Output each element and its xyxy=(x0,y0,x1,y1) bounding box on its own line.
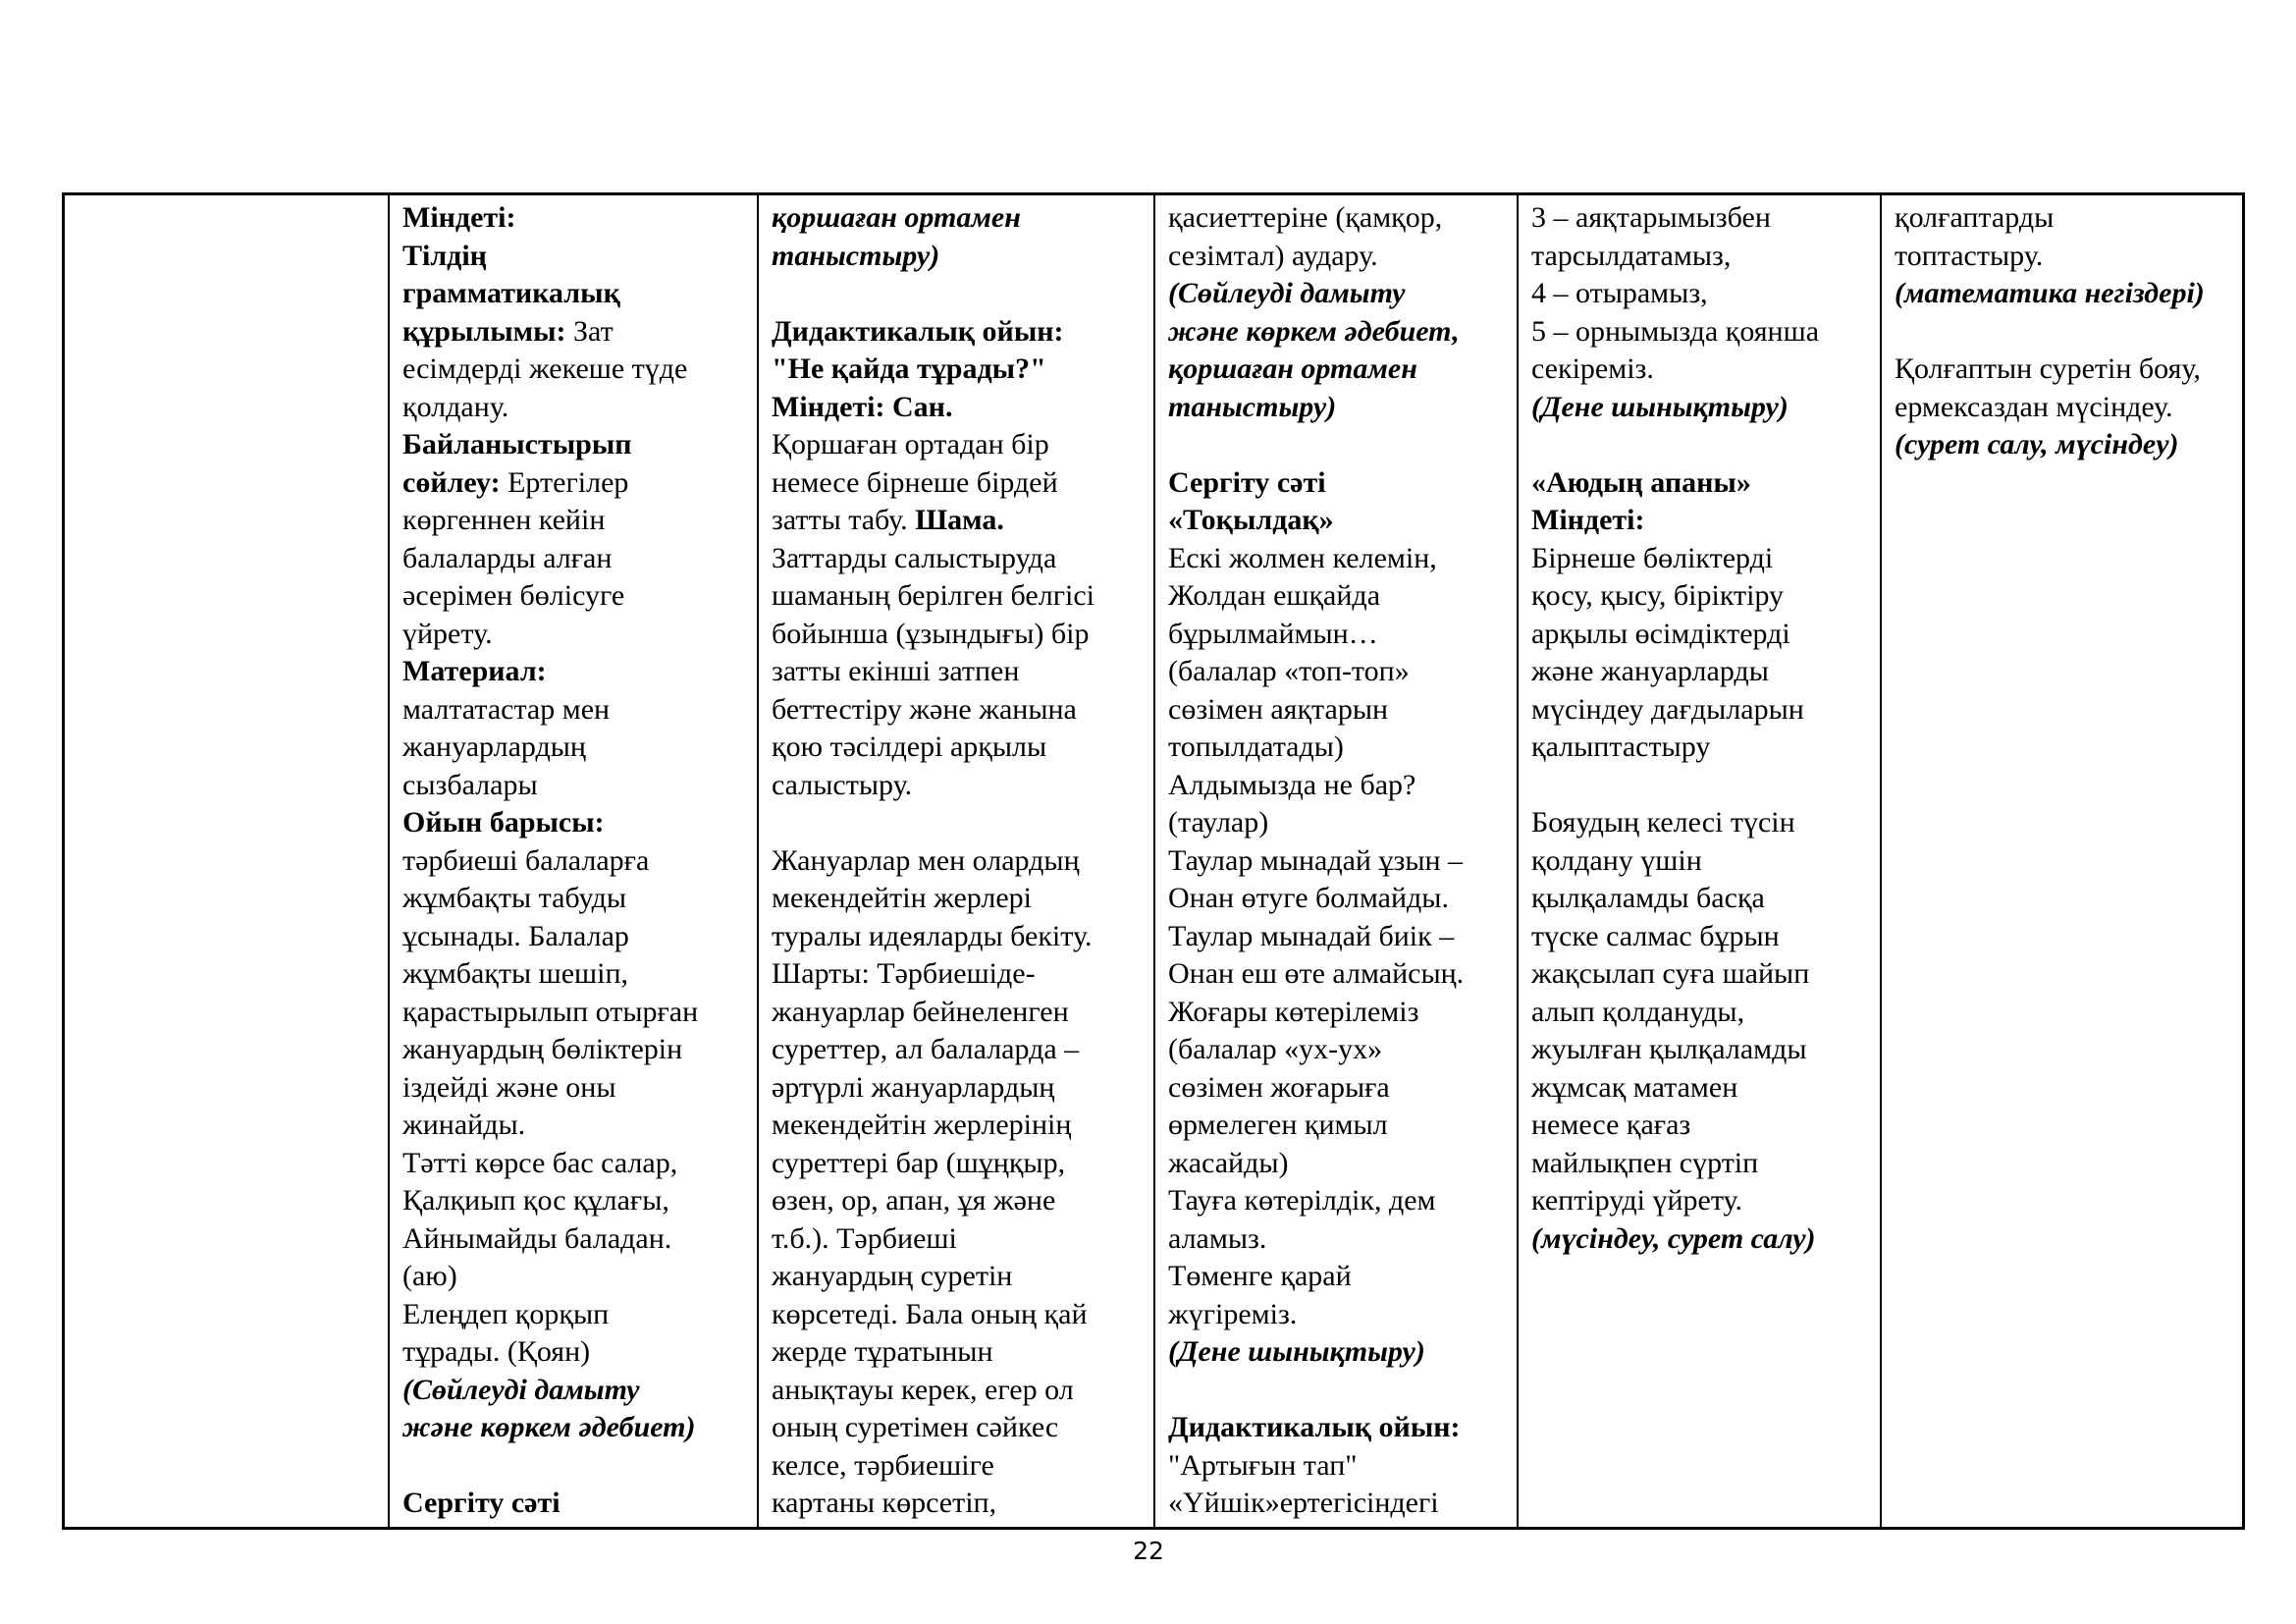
cell-content xyxy=(402,199,753,1523)
text-line: "Артығын тап" xyxy=(1168,1448,1358,1482)
text-line: Бояудың келесі түсін xyxy=(1531,806,1795,839)
text-line: Міндеті: xyxy=(402,201,516,234)
table-column-3 xyxy=(759,195,1155,1527)
text-line: Байланыстырып xyxy=(402,428,632,460)
text-line: Ескі жолмен келемін, xyxy=(1168,541,1437,574)
text-line: Міндеті: Сан. xyxy=(772,390,953,423)
text-segment: Зат xyxy=(565,314,614,348)
text-line: топтастыру. xyxy=(1895,239,2044,272)
table-column-1 xyxy=(65,195,390,1527)
text-line: қолғаптарды xyxy=(1895,201,2055,234)
text-line: Қалқиып қос құлағы, xyxy=(402,1184,669,1217)
text-line: жуылған қылқаламды xyxy=(1531,1033,1807,1065)
text-line: тұрады. (Қоян) xyxy=(402,1335,591,1368)
text-line: Заттарды салыстыруда xyxy=(772,541,1057,574)
text-line xyxy=(402,1447,753,1486)
text-line: қолдану. xyxy=(402,390,509,423)
cell-content xyxy=(1531,199,1876,1258)
text-line: үйрету. xyxy=(402,617,493,650)
text-line: көрсетеді. Бала оның қай xyxy=(772,1297,1088,1330)
text-line: 3 – аяқтарымызбен xyxy=(1531,201,1771,234)
text-line: көргеннен кейін xyxy=(402,504,606,536)
cell-content xyxy=(1168,199,1513,1523)
text-line: (таулар) xyxy=(1168,806,1269,839)
text-line: (балалар «ух-ух» xyxy=(1168,1033,1383,1065)
table-column-5 xyxy=(1519,195,1882,1527)
text-line: (сурет салу, мүсіндеу) xyxy=(1895,428,2179,460)
text-line: келсе, тәрбиешіге xyxy=(772,1448,994,1482)
text-line: Алдымызда не бар? xyxy=(1168,768,1416,801)
text-line: жүгіреміз. xyxy=(1168,1297,1298,1330)
text-line: Дидактикалық ойын: xyxy=(1168,1411,1461,1443)
text-line: «Тоқылдақ» xyxy=(1168,504,1334,536)
text-line: аламыз. xyxy=(1168,1221,1267,1255)
text-segment: Ертегілер xyxy=(500,465,629,499)
text-line: Қоршаған ортадан бір xyxy=(772,428,1049,460)
text-line: қалыптастыру xyxy=(1531,731,1711,763)
text-line: жинайды. xyxy=(402,1109,526,1141)
text-line: шаманың берілген белгісі xyxy=(772,579,1095,612)
text-line: 5 – орнымызда қоянша xyxy=(1531,314,1820,348)
text-line: іздейді және оны xyxy=(402,1070,616,1104)
text-line: қоршаған ортамен xyxy=(772,201,1021,234)
text-line: «Үйшік»ертегісіндегі xyxy=(1168,1487,1439,1519)
text-line: қолдану үшін xyxy=(1531,843,1702,877)
text-line xyxy=(772,804,1149,842)
text-line: (математика негіздері) xyxy=(1895,277,2205,309)
table-column-2 xyxy=(390,195,759,1527)
text-line: жұмсақ матамен xyxy=(1531,1070,1738,1104)
text-line: жұмбақты шешіп, xyxy=(402,957,629,990)
text-line: Қолғаптын суретін бояу, xyxy=(1895,352,2201,385)
text-line: (балалар «топ-топ» xyxy=(1168,655,1410,687)
text-line: беттестіру және жанына xyxy=(772,692,1077,726)
text-line: Таулар мынадай ұзын – xyxy=(1168,843,1464,877)
text-line: өрмелеген қимыл xyxy=(1168,1109,1388,1141)
text-line: Жануарлар мен олардың xyxy=(772,843,1080,877)
text-line: ермексаздан мүсіндеу. xyxy=(1895,390,2173,423)
text-line xyxy=(402,464,753,503)
text-line: алып қолдануды, xyxy=(1531,995,1745,1028)
text-line: (Сөйлеуді дамыту xyxy=(402,1373,640,1406)
text-line: немесе бірнеше бірдей xyxy=(772,465,1058,499)
table-column-6 xyxy=(1882,195,2242,1527)
text-line: жануарлардың xyxy=(402,731,586,763)
text-line: оның суретімен сәйкес xyxy=(772,1411,1059,1443)
text-line: картаны көрсетіп, xyxy=(772,1487,997,1519)
text-line: өзен, ор, апан, ұя және xyxy=(772,1184,1056,1217)
text-line: ұсынады. Балалар xyxy=(402,919,629,952)
text-line: жасайды) xyxy=(1168,1146,1289,1179)
text-line: Тілдің xyxy=(402,239,487,272)
text-line: грамматикалық xyxy=(402,277,620,309)
text-line: және көркем әдебиет) xyxy=(402,1411,696,1443)
text-line: сөзімен аяқтарын xyxy=(1168,692,1389,726)
schedule-table xyxy=(62,192,2245,1530)
text-line: жақсылап суға шайып xyxy=(1531,957,1810,990)
text-line: (Дене шынықтыру) xyxy=(1531,390,1789,423)
text-line: 4 – отырамыз, xyxy=(1531,277,1708,309)
text-line: қарастырылып отырған xyxy=(402,995,699,1028)
text-line: суреттер, ал балаларда – xyxy=(772,1033,1080,1065)
text-line: қылқаламды басқа xyxy=(1531,882,1765,914)
text-line: бұрылмаймын… xyxy=(1168,617,1378,650)
text-line: мекендейтін жерлерінің xyxy=(772,1109,1072,1141)
text-line xyxy=(772,275,1149,313)
text-line: жерде тұратынын xyxy=(772,1335,993,1368)
text-line: (аю) xyxy=(402,1260,457,1292)
text-line: майлықпен сүртіп xyxy=(1531,1146,1759,1179)
text-segment: Шама. xyxy=(915,504,1004,536)
text-line: секіреміз. xyxy=(1531,352,1654,385)
text-line: қосу, қысу, біріктіру xyxy=(1531,579,1785,612)
text-line: Шарты: Тәрбиешіде- xyxy=(772,957,1036,990)
text-line: тәрбиеші балаларға xyxy=(402,843,650,877)
text-line: Сергіту сәті xyxy=(402,1487,561,1519)
text-line: қасиеттеріне (қамқор, xyxy=(1168,201,1443,234)
text-line xyxy=(1168,1372,1513,1410)
text-line: (Сөйлеуді дамыту xyxy=(1168,277,1406,309)
text-line: қоршаған ортамен xyxy=(1168,352,1417,385)
text-line: Елеңдеп қорқып xyxy=(402,1297,610,1330)
text-line: және көркем әдебиет, xyxy=(1168,314,1460,348)
table-column-4 xyxy=(1155,195,1519,1527)
text-line: таныстыру) xyxy=(1168,390,1337,423)
text-line: Сергіту сәті xyxy=(1168,465,1326,499)
text-line: Бірнеше бөліктерді xyxy=(1531,541,1774,574)
text-line: топылдатады) xyxy=(1168,731,1344,763)
text-line: және жануарларды xyxy=(1531,655,1769,687)
text-line: Жоғары көтерілеміз xyxy=(1168,995,1419,1028)
text-segment: затты табу. xyxy=(772,504,916,536)
page-number: 22 xyxy=(1133,1537,1164,1565)
text-line: жануардың бөліктерін xyxy=(402,1033,683,1065)
text-line: сызбалары xyxy=(402,768,538,801)
text-line: Тәтті көрсе бас салар, xyxy=(402,1146,678,1179)
text-line: тарсылдатамыз, xyxy=(1531,239,1732,272)
cell-content xyxy=(772,199,1149,1523)
text-line: Дидактикалық ойын: xyxy=(772,314,1064,348)
text-line: әсерімен бөлісуге xyxy=(402,579,625,612)
text-line xyxy=(1895,313,2238,352)
text-line: Онан өтуге болмайды. xyxy=(1168,882,1449,914)
text-line: Тауға көтерілдік, дем xyxy=(1168,1184,1436,1217)
text-line: анықтауы керек, егер ол xyxy=(772,1373,1074,1406)
text-line xyxy=(772,502,1149,540)
text-line: қою тәсілдері арқылы xyxy=(772,731,1047,763)
text-line xyxy=(1168,426,1513,464)
text-line: Материал: xyxy=(402,655,547,687)
text-line: сөзімен жоғарыға xyxy=(1168,1070,1390,1104)
text-line: жануарлар бейнеленген xyxy=(772,995,1069,1028)
text-line: есімдерді жекеше түде xyxy=(402,352,688,385)
text-line: балаларды алған xyxy=(402,541,613,574)
text-line: Таулар мынадай биік – xyxy=(1168,919,1455,952)
text-line: салыстыру. xyxy=(772,768,913,801)
text-segment: сөйлеу: xyxy=(402,465,501,499)
text-line xyxy=(402,313,753,352)
text-line: сезімтал) аудару. xyxy=(1168,239,1378,272)
text-line: бойынша (ұзындығы) бір xyxy=(772,617,1090,650)
text-line: Міндеті: xyxy=(1531,504,1645,536)
text-line: жануардың суретін xyxy=(772,1260,1013,1292)
text-line: немесе қағаз xyxy=(1531,1109,1691,1141)
text-line: мүсіндеу дағдыларын xyxy=(1531,692,1804,726)
text-line xyxy=(1531,767,1876,805)
text-line: (мүсіндеу, сурет салу) xyxy=(1531,1221,1816,1255)
text-line: Онан еш өте алмайсың. xyxy=(1168,957,1465,990)
text-line: Ойын барысы: xyxy=(402,806,605,839)
text-line: әртүрлі жануарлардың xyxy=(772,1070,1055,1104)
text-segment: құрылымы: xyxy=(402,314,566,348)
text-line: кептіруді үйрету. xyxy=(1531,1184,1743,1217)
text-line: "Не қайда тұрады?" xyxy=(772,352,1046,385)
text-line: (Дене шынықтыру) xyxy=(1168,1335,1425,1368)
text-line: Төменге қарай xyxy=(1168,1260,1352,1292)
text-line: Жолдан ешқайда xyxy=(1168,579,1381,612)
text-line: мекендейтін жерлері xyxy=(772,882,1033,914)
text-line xyxy=(1531,426,1876,464)
text-line: малтатастар мен xyxy=(402,692,611,726)
text-line: арқылы өсімдіктерді xyxy=(1531,617,1790,650)
text-line: т.б.). Тәрбиеші xyxy=(772,1221,957,1255)
text-line: «Аюдың апаны» xyxy=(1531,465,1751,499)
text-line: затты екінші затпен xyxy=(772,655,1020,687)
text-line: жұмбақты табуды xyxy=(402,882,627,914)
text-line: Айнымайды баладан. xyxy=(402,1221,672,1255)
text-line: туралы идеяларды бекіту. xyxy=(772,919,1093,952)
text-line: суреттері бар (шұңқыр, xyxy=(772,1146,1066,1179)
text-line: түске салмас бұрын xyxy=(1531,919,1780,952)
cell-content xyxy=(1895,199,2238,464)
text-line: таныстыру) xyxy=(772,239,940,272)
